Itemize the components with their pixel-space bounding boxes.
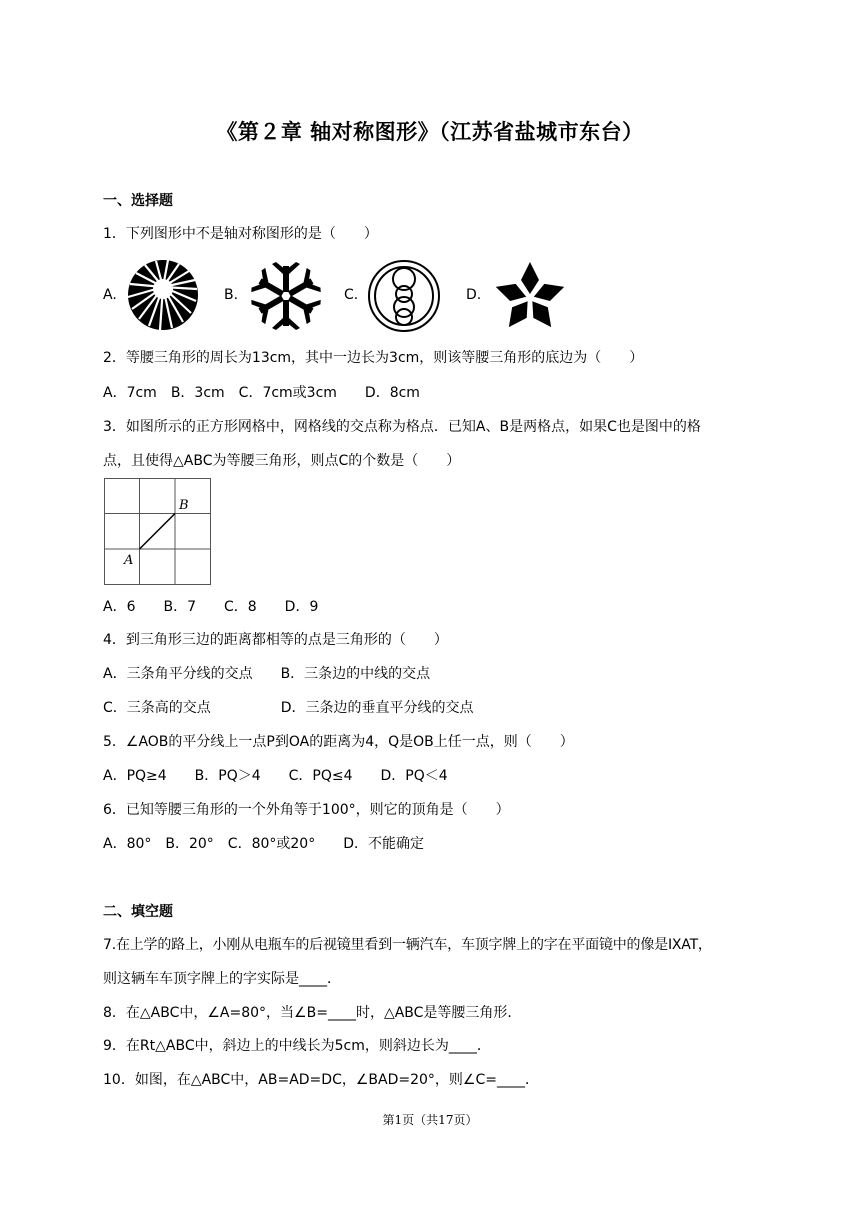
question-3-options: A．6 B．7 C．8 D．9 [103,599,319,615]
point-b-label: B [179,498,189,513]
question-3-stem-line2: 点，且使得△ABC为等腰三角形，则点C的个数是（ ） [103,453,461,469]
question-10-stem: 10．如图，在△ABC中，AB=AD=DC，∠BAD=20°，则∠C=____． [103,1072,539,1088]
pinwheel-icon [124,259,202,331]
nested-circles-icon [367,259,441,333]
segment-ab [140,514,176,550]
question-2-stem: 2．等腰三角形的周长为13cm，其中一边长为3cm，则该等腰三角形的底边为（ ） [103,350,644,366]
q1-option-b-label: B. [224,287,239,303]
question-2-options: A．7cm B．3cm C．7cm或3cm D．8cm [103,385,420,401]
pentagonal-star-icon [490,258,570,334]
question-9-stem: 9．在Rt△ABC中，斜边上的中线长为5cm，则斜边长为____． [103,1038,491,1054]
question-6-options: A．80° B．20° C．80°或20° D．不能确定 [103,836,424,852]
point-a-label: A [124,553,134,568]
question-6-stem: 6．已知等腰三角形的一个外角等于100°，则它的顶角是（ ） [103,802,510,818]
question-7-line2: 则这辆车车顶字牌上的字实际是____． [103,971,341,987]
q1-option-a-label: A. [103,287,117,303]
q1-option-d-label: D. [466,287,482,303]
question-8-stem: 8．在△ABC中，∠A=80°，当∠B=____时，△ABC是等腰三角形． [103,1005,522,1021]
page-footer: 第1页（共17页） [382,1113,478,1127]
section-heading-choice: 一、选择题 [103,193,173,209]
question-3-stem-line1: 3．如图所示的正方形网格中，网格线的交点称为格点．已知A、B是两格点，如果C也是图中的格 [103,419,701,435]
question-1-stem: 1．下列图形中不是轴对称图形的是（ ） [103,226,378,242]
question-7-line1: 7.在上学的路上，小刚从电瓶车的后视镜里看到一辆汽车，车顶字牌上的字在平面镜中的像是IXAT， [103,937,712,953]
grid-figure [104,478,212,586]
question-4-options-row2: C．三条高的交点 D．三条边的垂直平分线的交点 [103,700,474,716]
q1-option-c-label: C. [344,287,359,303]
section-heading-fill: 二、填空题 [103,904,173,920]
question-5-options: A．PQ≥4 B．PQ＞4 C．PQ≤4 D．PQ＜4 [103,768,448,784]
page-title: 《第２章 轴对称图形》（江苏省盐城市东台） [216,120,644,144]
snowflake-burst-icon [247,262,325,330]
question-4-options-row1: A．三条角平分线的交点 B．三条边的中线的交点 [103,666,431,682]
question-5-stem: 5．∠AOB的平分线上一点P到OA的距离为4，Q是OB上任一点，则（ ） [103,734,574,750]
question-4-stem: 4．到三角形三边的距离都相等的点是三角形的（ ） [103,632,448,648]
